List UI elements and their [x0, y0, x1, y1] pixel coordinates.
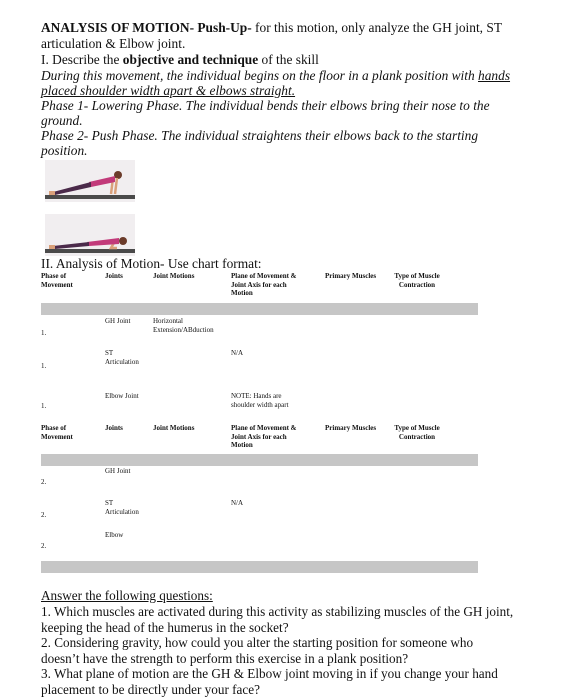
p1-row1-joint: GH Joint: [105, 317, 131, 325]
p1-row1-number: 1.: [41, 329, 47, 337]
p1-row2-plane: N/A: [231, 349, 244, 357]
p1-row3-number: 1.: [41, 402, 47, 410]
col-header-plane-a: Plane of Movement &: [231, 272, 297, 280]
col-header2-plane-a: Plane of Movement &: [231, 424, 297, 432]
p1-row1-motion-a: Horizontal: [153, 317, 183, 325]
p1-row2-joint: [105, 349, 139, 366]
col-header2-plane-c: Motion: [231, 441, 253, 449]
question-3-line-a: 3. What plane of motion are the GH & Elbow joint moving in if you change your hand: [41, 666, 498, 681]
question-1-line-a: 1. Which muscles are activated during this activity as stabilizing muscles of the GH joint,: [41, 604, 514, 619]
col-header2-phase-a: Phase of: [41, 424, 67, 432]
col-header2-contraction-a: Type of Muscle: [394, 424, 440, 432]
p2-row1-joint: GH Joint: [105, 467, 131, 475]
p1-row3-plane-b: shoulder width apart: [231, 400, 289, 409]
description-line1: [41, 68, 556, 84]
question-3: [41, 666, 556, 697]
questions-heading: Answer the following questions:: [41, 588, 213, 603]
document-title: [41, 20, 551, 52]
question-2-line-a: 2. Considering gravity, how could you alter the starting position for someone who: [41, 635, 474, 650]
col-header2-contraction-b: Contraction: [398, 432, 436, 441]
question-1-line-b: keeping the head of the humerus in the socket?: [41, 619, 289, 635]
title-line2: articulation & Elbow joint.: [41, 36, 186, 51]
p1-row3-plane: [231, 392, 289, 409]
section1-heading-bold: objective and technique: [122, 52, 259, 67]
p2-row2-joint-b: Articulation: [105, 507, 139, 516]
col-header-plane-b: Joint Axis for each: [231, 280, 287, 289]
section1-heading-pre: I. Describe the: [41, 52, 123, 67]
p1-row1-motion-b: Extension/ABduction: [153, 325, 214, 334]
table-header-divider: [41, 303, 478, 315]
p2-row1-number: 2.: [41, 478, 47, 486]
p2-row3-number: 2.: [41, 542, 47, 550]
description-text: During this movement, the individual begins on the floor in a plank position with: [41, 68, 479, 83]
p1-row2-joint-a: ST: [105, 349, 114, 357]
col-header2-motions: Joint Motions: [153, 424, 195, 432]
col-header-phase-a: Phase of: [41, 272, 67, 280]
col-header-contraction-b: Contraction: [398, 280, 436, 289]
col-header-contraction-a: Type of Muscle: [394, 272, 440, 280]
p2-row3-joint: Elbow: [105, 531, 124, 539]
col-header-contraction: [385, 272, 449, 289]
phase2-line1: Phase 2- Push Phase. The individual straightens their elbows back to the starting: [41, 128, 479, 143]
col-header-muscles: Primary Muscles: [325, 272, 377, 280]
phase1-line1: Phase 1- Lowering Phase. The individual bends their elbows bring their nose to the: [41, 98, 490, 113]
col-header2-joints: Joints: [105, 424, 123, 432]
col-header2-phase: [41, 424, 73, 441]
col-header2-phase-b: Movement: [41, 432, 73, 441]
p2-row2-number: 2.: [41, 511, 47, 519]
p1-row2-number: 1.: [41, 362, 47, 370]
p2-row2-joint: [105, 499, 139, 516]
question-1: [41, 604, 556, 635]
analysis-chart-title: II. Analysis of Motion- Use chart format:: [41, 256, 262, 271]
p1-row2-joint-b: Articulation: [105, 357, 139, 366]
pushup-lowered-image: [45, 214, 135, 256]
col-header2-plane: [231, 424, 297, 450]
section1-heading: [41, 52, 556, 68]
col-header-motions: Joint Motions: [153, 272, 195, 280]
title-bold: ANALYSIS OF MOTION- Push-Up-: [41, 20, 252, 35]
col-header-joints: Joints: [105, 272, 123, 280]
phase2-line2: position.: [41, 143, 88, 158]
col-header2-plane-b: Joint Axis for each: [231, 432, 287, 441]
p2-row2-joint-a: ST: [105, 499, 114, 507]
question-3-line-b: placement to be directly under your face?: [41, 681, 260, 697]
description-line2: placed shoulder width apart & elbows straight.: [41, 83, 296, 98]
col-header-phase: [41, 272, 73, 289]
p1-row3-plane-a: NOTE: Hands are: [231, 392, 282, 400]
col-header2-contraction: [385, 424, 449, 441]
section1-heading-post: of the skill: [258, 52, 319, 67]
description-underlined-1: hands: [478, 68, 511, 83]
question-2: [41, 635, 556, 666]
table2-header-divider: [41, 454, 478, 466]
p1-row1-motion: [153, 317, 214, 334]
table-footer-divider: [41, 561, 478, 573]
col-header-plane-c: Motion: [231, 289, 253, 297]
pushup-plank-image: [45, 160, 135, 202]
question-2-line-b: doesn’t have the strength to perform this exercise in a plank position?: [41, 650, 409, 666]
col-header2-muscles: Primary Muscles: [325, 424, 377, 432]
p1-row3-joint: Elbow Joint: [105, 392, 139, 400]
p2-row2-plane: N/A: [231, 499, 244, 507]
title-rest: for this motion, only analyze the GH joint, ST: [251, 20, 502, 35]
col-header-plane: [231, 272, 297, 298]
col-header-phase-b: Movement: [41, 280, 73, 289]
phase1-line2: ground.: [41, 113, 83, 128]
